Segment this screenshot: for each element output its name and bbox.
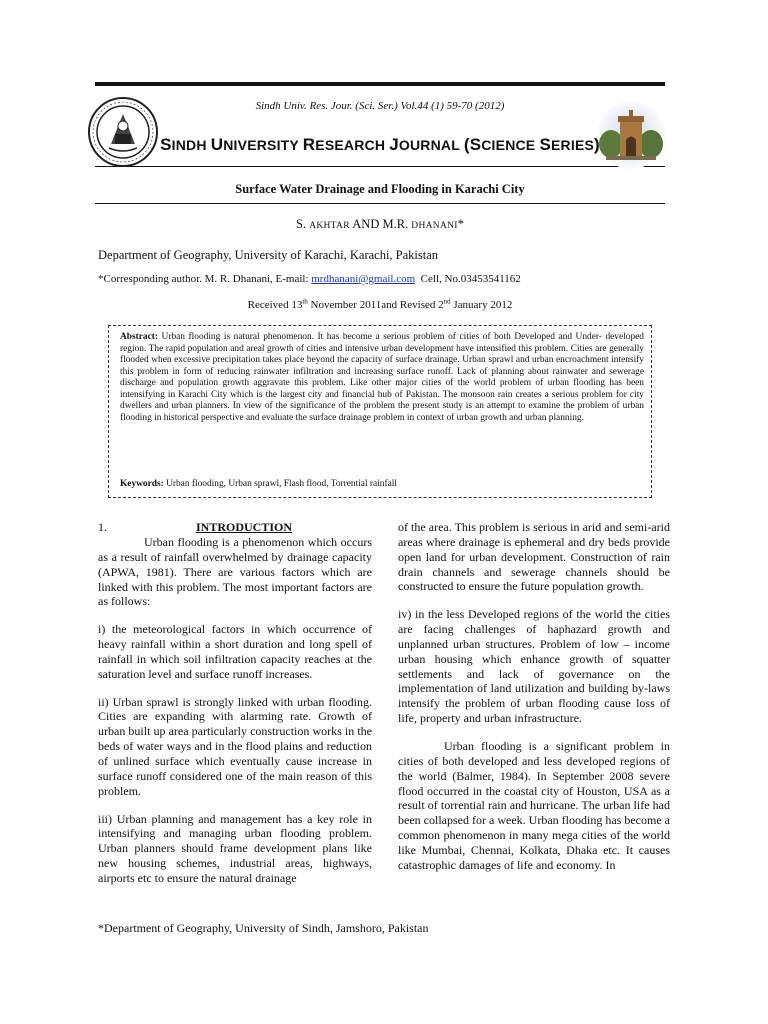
paragraph: of the area. This problem is serious in arid and semi-arid areas where drainage is ephemeral and dry beds provide open land for urban development. Construction of rain drain channels and sewerage channels should be constructed to ensure the future population growth. [398, 520, 670, 594]
paragraph: ii) Urban sprawl is strongly linked with urban flooding. Cities are expanding with alarming rate. Growth of urban built up area particularly construction works in the beds of water ways and in the flood plains and reduction of unlined surface which eventually cause increase in surface runoff considered one of the main reason of this problem. [98, 694, 372, 798]
received-dates: Received 13th November 2011and Revised 2nd January 2012 [247, 297, 513, 311]
paper-title: Surface Water Drainage and Flooding in Karachi City [235, 182, 525, 196]
top-thick-rule [95, 82, 665, 86]
department-affiliation: Department of Geography, University of Karachi, Karachi, Pakistan [98, 248, 439, 262]
title-rule [95, 203, 665, 204]
paragraph: Urban flooding is a phenomenon which occurs as a result of rainfall overwhelmed by drainage capacity (APWA, 1981). There are various factors which are linked with this problem. The most important factors are as follows: [98, 535, 372, 609]
paragraph: i) the meteorological factors in which occurrence of heavy rainfall within a short duration and long spell of rainfall in which soil infiltration capacity reaches at the saturation level and surface runoff increases. [98, 622, 372, 681]
journal-reference: Sindh Univ. Res. Jour. (Sci. Ser.) Vol.44 (1) 59-70 (2012) [255, 100, 505, 112]
journal-title: SINDH UNIVERSITY RESEARCH JOURNAL (SCIENCE SERIES) [160, 135, 600, 154]
section-heading [98, 520, 372, 535]
paragraph: iv) in the less Developed regions of the world the cities are facing challenges of haphazard growth and unplanned urban structures. Problem of low – income urban housing which enhance growth of squatter settlements and lack of governance on the implementation of land utilization and building by-laws intensify the problem of urban flooding cause loss of life, property and urban infrastructure. [398, 607, 670, 726]
section-title: INTRODUCTION [196, 520, 293, 534]
paragraph: Urban flooding is a significant problem in cities of both developed and less developed regions of the world (Balmer, 1984). In September 2008 severe flood occurred in the coastal city of Houston, USA as a result of torrential rain and hurricane. The urban life had been collapsed for a week. Urban flooding has become a common phenomenon in many mega cities of the world like Mumbai, Chennai, Kolkata, Dhaka etc. It causes catastrophic damages of life and economy. In [398, 738, 670, 872]
body-column-right [398, 520, 670, 886]
header-rule [95, 166, 665, 167]
abstract: Abstract: Urban flooding is natural phenomenon. It has become a serious problem of cities of both Developed and Under- developed region. The rapid population and areal growth of cities and intensive urban development have intensified this problem. Cities are generally flooded when excessive precipitation takes place beyond the capacity of surface drainage. Urban sprawl and urban encroachment intensify this problem in form of reducing rainwater infiltration and increasing surface runoff. Lack of planning about rainwater and sewerage discharge and population growth aggravate this problem. Like other major cities of the world problem of urban flooding has been intensifying in Karachi City which is the largest city and financial hub of Pakistan. The monsoon rain creates a serious problem for city dwellers and urban planners. In view of the significance of the problem the present study is an attempt to examine the problem of urban flooding in historical perspective and evaluate the surface drainage problem in context of urban growth and urban planning. [120, 332, 644, 423]
footnote: *Department of Geography, University of Sindh, Jamshoro, Pakistan [98, 921, 429, 935]
section-number: 1. [98, 520, 107, 534]
corresponding-author: *Corresponding author. M. R. Dhanani, E-mail: mrdhanani@gmail.com Cell, No.03453541162 [98, 273, 521, 285]
body-column-left [98, 520, 372, 899]
paragraph: iii) Urban planning and management has a key role in intensifying and managing urban flooding problem. Urban planners should frame development plans like new housing schemes, industrial areas, highways, airports etc to ensure the natural drainage [98, 811, 372, 885]
keywords: Keywords: Urban flooding, Urban sprawl, Flash flood, Torrential rainfall [120, 479, 397, 489]
authors: S. AKHTAR AND M.R. DHANANI* [296, 217, 464, 231]
email-link[interactable]: mrdhanani@gmail.com [311, 273, 416, 285]
